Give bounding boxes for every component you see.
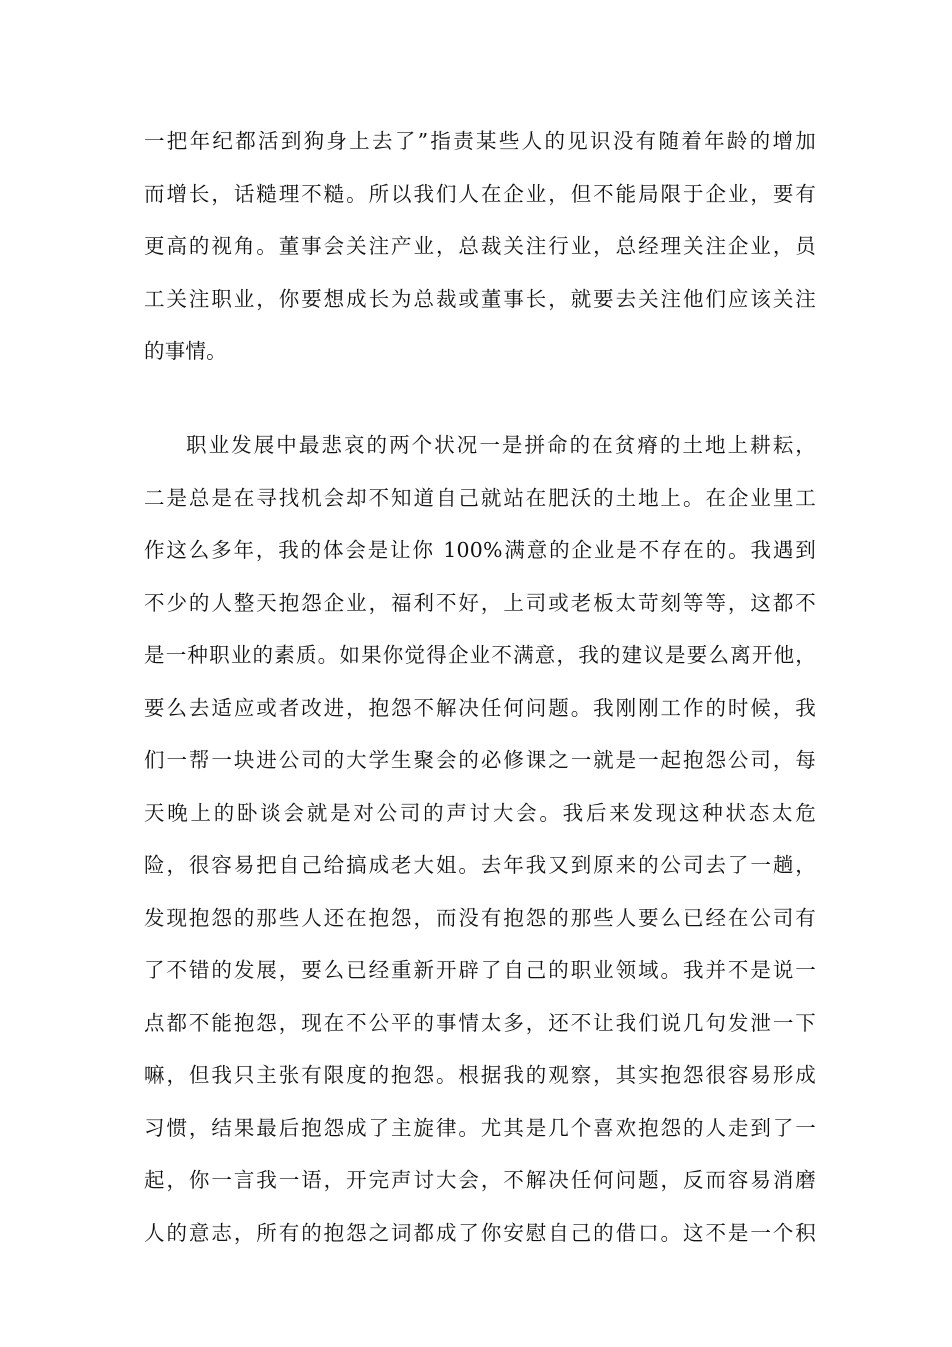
paragraph-line: 险，很容易把自己给搞成老大姐。去年我又到原来的公司去了一趟， [144, 853, 816, 877]
paragraph-line: 习惯，结果最后抱怨成了主旋律。尤其是几个喜欢抱怨的人走到了一 [144, 1115, 816, 1140]
paragraph-line: 起，你一言我一语，开完声讨大会，不解决任何问题，反而容易消磨 [144, 1168, 816, 1192]
paragraph-line: 二是总是在寻找机会却不知道自己就站在肥沃的土地上。在企业里工 [144, 485, 816, 510]
paragraph-line: 人的意志，所有的抱怨之词都成了你安慰自己的借口。这不是一个积 [144, 1220, 816, 1245]
paragraph-line: 嘛，但我只主张有限度的抱怨。根据我的观察，其实抱怨很容易形成 [144, 1063, 816, 1087]
paragraph-line: 发现抱怨的那些人还在抱怨，而没有抱怨的那些人要么已经在公司有 [144, 905, 816, 930]
paragraph-line: 职业发展中最悲哀的两个状况一是拼命的在贫瘠的土地上耕耘， [186, 433, 816, 457]
paragraph-line: 工关注职业，你要想成长为总裁或董事长，就要去关注他们应该关注 [144, 286, 816, 311]
paragraph-line: 而增长，话糙理不糙。所以我们人在企业，但不能局限于企业，要有 [144, 181, 816, 206]
paragraph-line: 点都不能抱怨，现在不公平的事情太多，还不让我们说几句发泄一下 [144, 1010, 816, 1035]
paragraph-1 [144, 115, 816, 378]
paragraph-line: 是一种职业的素质。如果你觉得企业不满意，我的建议是要么离开他， [144, 643, 816, 667]
paragraph-line: 要么去适应或者改进，抱怨不解决任何问题。我刚刚工作的时候，我 [144, 695, 816, 720]
paragraph-line: 不少的人整天抱怨企业，福利不好，上司或老板太苛刻等等，这都不 [144, 590, 816, 615]
paragraph-line: 天晚上的卧谈会就是对公司的声讨大会。我后来发现这种状态太危 [144, 800, 816, 825]
paragraph-line: 的事情。 [144, 339, 227, 363]
paragraph-line: 了不错的发展，要么已经重新开辟了自己的职业领域。我并不是说一 [144, 958, 816, 982]
paragraph-line: 更高的视角。董事会关注产业，总裁关注行业，总经理关注企业，员 [144, 234, 816, 258]
paragraph-line: 作这么多年，我的体会是让你 100%满意的企业是不存在的。我遇到 [144, 538, 816, 562]
paragraph-line: 们一帮一块进公司的大学生聚会的必修课之一就是一起抱怨公司，每 [144, 748, 816, 772]
paragraph-2 [144, 419, 816, 1259]
paragraph-line: 一把年纪都活到狗身上去了”指责某些人的见识没有随着年龄的增加 [144, 129, 816, 153]
